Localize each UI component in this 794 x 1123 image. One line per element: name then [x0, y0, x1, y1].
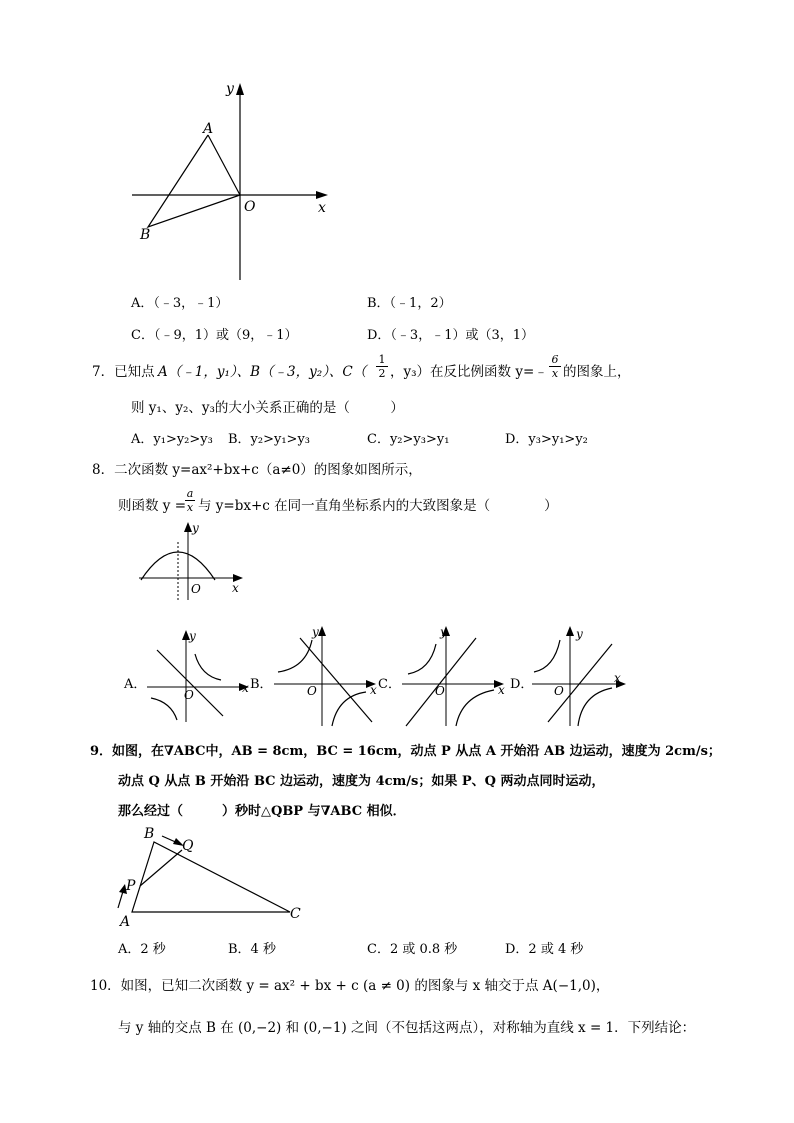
- fig6-b: B: [140, 227, 151, 243]
- q9-triangle-figure: [110, 822, 310, 928]
- q7-half-num: 1: [378, 353, 386, 366]
- q8-stem-2a: 则函数 y =: [118, 498, 187, 514]
- q7-k: [549, 353, 561, 380]
- q8a-o: O: [184, 688, 194, 702]
- q8a-x: x: [242, 681, 249, 695]
- q9-fig-c: C: [290, 906, 301, 922]
- q8c-o: O: [435, 684, 445, 698]
- q8-graph-c: [398, 622, 510, 730]
- q8c-x: x: [498, 683, 505, 697]
- q7-stem-a: 7．已知点: [92, 364, 155, 380]
- q7-option-a: A．y₁>y₂>y₃: [131, 432, 213, 447]
- q7-half: [376, 353, 388, 380]
- q9-fig-p: P: [126, 878, 136, 894]
- fig6-a: A: [203, 121, 214, 137]
- q8-graph-a: [143, 628, 255, 724]
- q9-fig-b: B: [144, 826, 155, 842]
- q9-option-b: B．4 秒: [228, 942, 276, 957]
- q8-option-c: C．: [378, 677, 401, 692]
- q8-fig-x: x: [232, 581, 239, 595]
- q8-fig-o: O: [191, 582, 201, 596]
- q7-option-d: D．y₃>y₁>y₂: [505, 432, 588, 447]
- q8-stem-1: 8．二次函数 y=ax²+bx+c（a≠0）的图象如图所示，: [92, 462, 422, 478]
- q7-option-c: C．y₂>y₃>y₁: [367, 432, 450, 447]
- q9-stem-2: 动点 Q 从点 B 开始沿 BC 边运动，速度为 4cm/s；如果 P、Q 两动点同时运动，: [118, 774, 605, 789]
- q6-option-a: A．（﹣3，﹣1）: [131, 296, 229, 311]
- q8-frac: [185, 487, 195, 514]
- q8-option-d: D．: [510, 677, 534, 692]
- q10-stem-1: 10．如图，已知二次函数 y = ax² + bx + c (a ≠ 0) 的图象与 x 轴交于点 A(−1,0)，: [90, 978, 610, 994]
- q8d-o: O: [554, 684, 564, 698]
- q8d-x: x: [614, 671, 621, 685]
- q8d-y: y: [576, 627, 583, 641]
- q6-figure: [120, 75, 340, 290]
- q6-option-c: C．（﹣9，1）或（9，﹣1）: [131, 328, 298, 343]
- q9-stem-1: 9．如图，在∇ABC中，AB = 8cm，BC = 16cm，动点 P 从点 A 开始沿 AB 边运动，速度为 2cm/s；: [90, 744, 721, 759]
- q7-stem-b: A（﹣1，y₁）、B（﹣3，y₂）、C（: [158, 364, 367, 380]
- q8b-y: y: [312, 625, 319, 639]
- q9-fig-q: Q: [182, 838, 194, 854]
- fig6-x: x: [318, 200, 326, 216]
- q7-k-num: 6: [551, 353, 559, 366]
- q7-stem-d: 的图象上，: [563, 364, 631, 380]
- fig6-y: y: [226, 81, 234, 97]
- q8a-y: y: [189, 629, 196, 643]
- q8-frac-num: a: [186, 487, 194, 500]
- q9-fig-a: A: [120, 914, 131, 928]
- q7-option-b: B．y₂>y₁>y₃: [228, 432, 311, 447]
- q8-option-a: A．: [124, 677, 147, 692]
- fig6-o: O: [244, 199, 256, 215]
- q7-question: 则 y₁、y₂、y₃的大小关系正确的是（ ）: [131, 400, 404, 416]
- q8-graph-b: [270, 622, 382, 730]
- q9-option-d: D．2 或 4 秒: [505, 942, 584, 957]
- q6-option-b: B．（﹣1，2）: [367, 296, 452, 311]
- q8-stem-2b: 与 y=bx+c 在同一直角坐标系内的大致图象是（ ）: [198, 498, 558, 514]
- q10-stem-2: 与 y 轴的交点 B 在 (0,−2) 和 (0,−1) 之间（不包括这两点），对称轴为直线 x = 1．下列结论：: [118, 1020, 696, 1036]
- q9-option-a: A．2 秒: [118, 942, 166, 957]
- q9-stem-3: 那么经过（ ）秒时△QBP 与∇ABC 相似．: [118, 804, 406, 819]
- q9-option-c: C．2 或 0.8 秒: [367, 942, 458, 957]
- q8c-y: y: [440, 625, 447, 639]
- q7-half-den: 2: [376, 366, 388, 380]
- q8-graph-d: [528, 622, 640, 730]
- q7-k-den: x: [549, 366, 561, 380]
- q8b-x: x: [370, 683, 377, 697]
- q8-option-b: B．: [250, 677, 273, 692]
- q7-stem-c: ，y₃）在反比例函数 y=﹣: [390, 364, 548, 380]
- q8b-o: O: [307, 684, 317, 698]
- q8-fig-y: y: [192, 521, 199, 535]
- q6-option-d: D．（﹣3，﹣1）或（3，1）: [367, 328, 535, 343]
- q8-parabola-figure: [135, 520, 250, 602]
- q8-frac-den: x: [186, 501, 194, 514]
